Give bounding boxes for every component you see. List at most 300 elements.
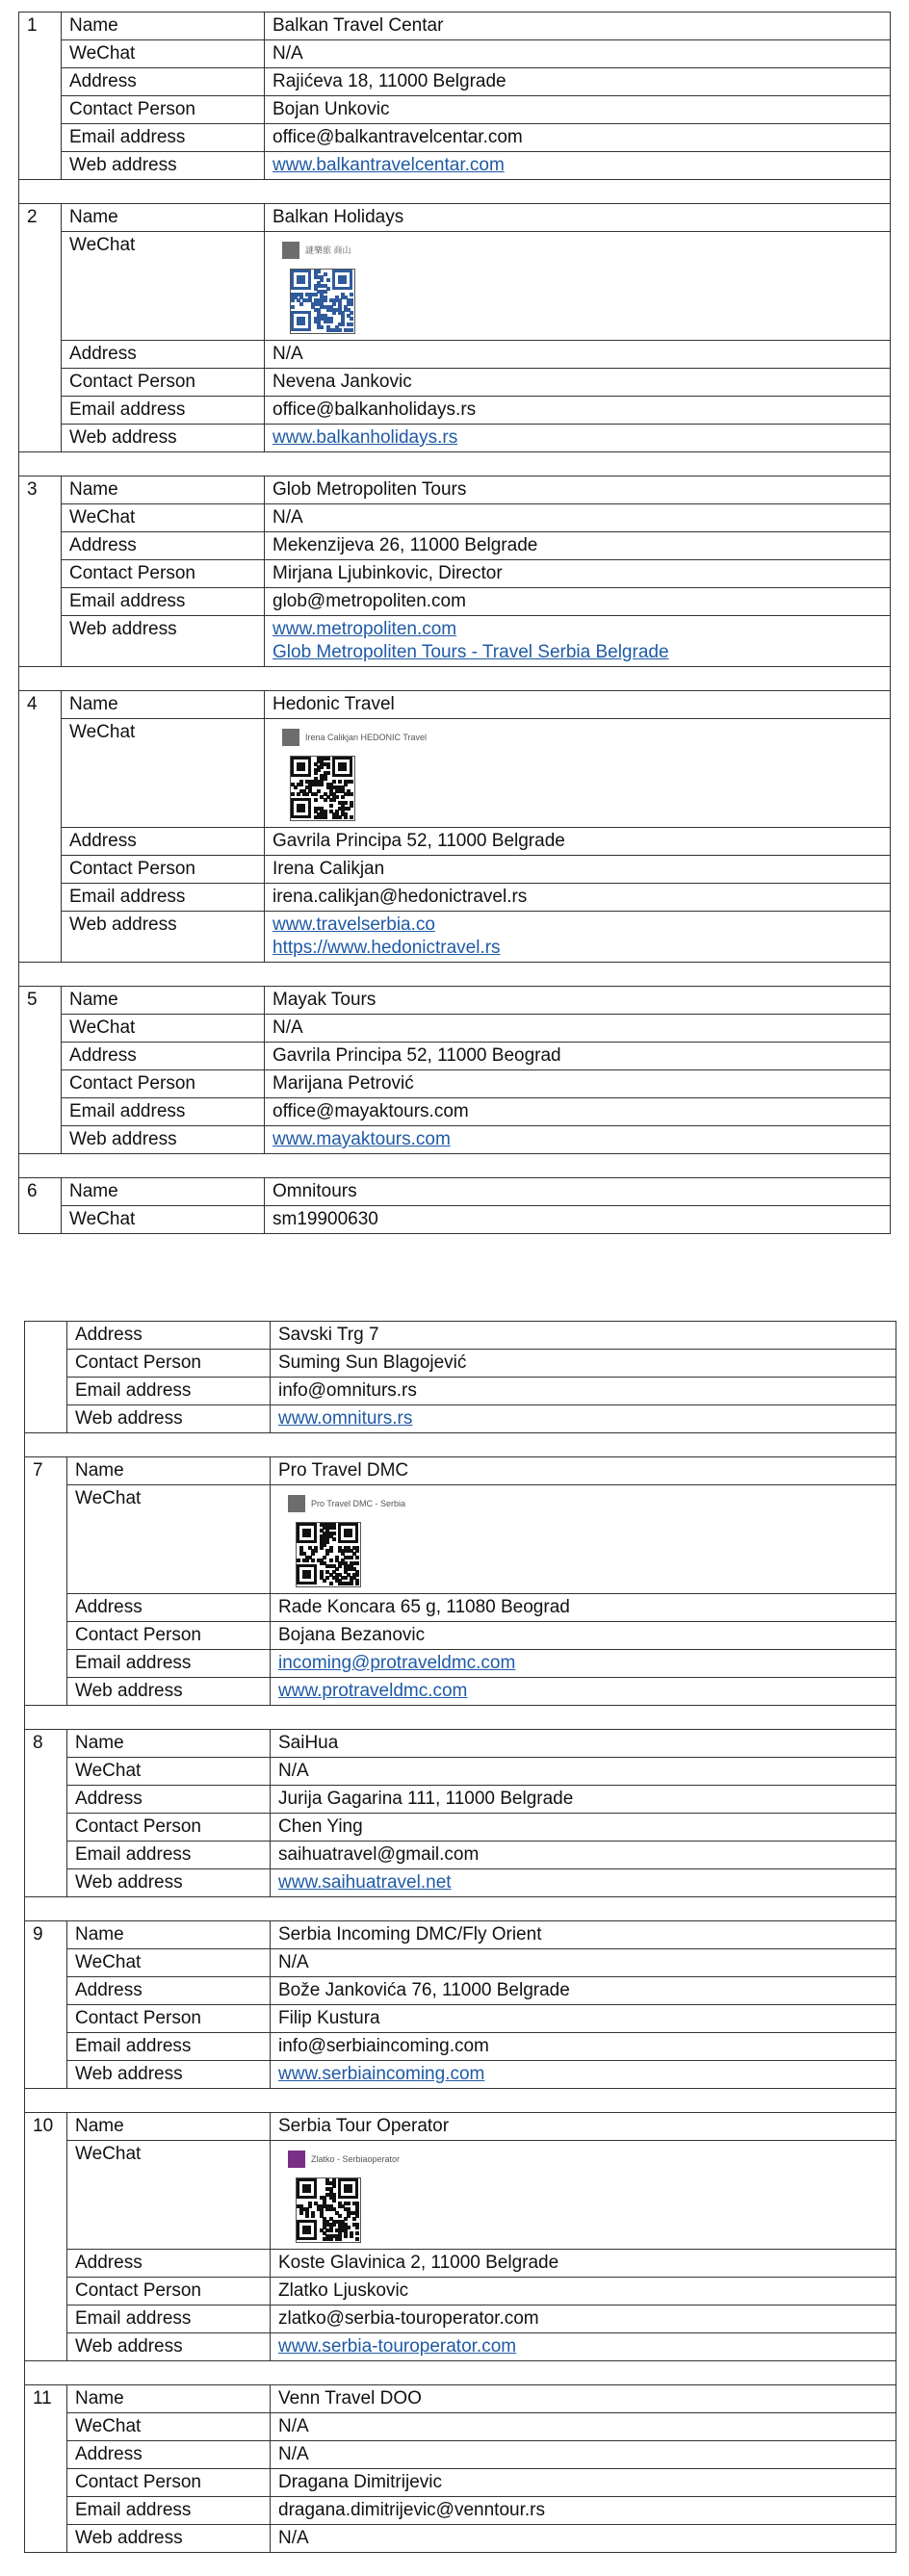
spacer-row [25,2361,896,2385]
field-label-email-address: Email address [67,2033,271,2061]
field-label-address: Address [62,532,265,560]
table-row [19,13,891,40]
field-label-email-address: Email address [67,1842,271,1869]
table-row [19,884,891,912]
field-label-web-address: Web address [67,1869,271,1897]
spacer-row [19,667,891,691]
table-row [25,1730,896,1758]
field-label-web-address: Web address [62,1126,265,1154]
table-row [19,1206,891,1234]
field-value-email-address: irena.calikjan@hedonictravel.rs [265,884,891,912]
field-value-address: Gavrila Principa 52, 11000 Beograd [265,1043,891,1070]
table-row [19,828,891,856]
qr-module [355,2226,359,2229]
field-label-wechat: WeChat [67,1485,271,1594]
table-row [25,2005,896,2033]
table-row [19,1098,891,1126]
entry-number: 3 [19,477,62,667]
field-label-web-address: Web address [67,2525,271,2553]
field-label-web-address: Web address [62,425,265,452]
spacer-row [25,1433,896,1457]
table-row [19,397,891,425]
qr-module [311,2214,315,2218]
entry-number: 11 [25,2385,67,2553]
qr-module [350,302,353,306]
field-value-wechat: N/A [265,40,891,68]
qr-module [314,771,318,775]
web-link[interactable]: www.balkantravelcentar.com [273,155,505,175]
field-value-name: Balkan Holidays [265,204,891,232]
table-row [19,504,891,532]
table-row [19,124,891,152]
table-row [25,1378,896,1405]
qr-module [314,293,318,296]
spacer-cell [19,963,891,987]
table-row [25,2113,896,2141]
qr-module [299,302,303,306]
qr-module [350,1556,353,1559]
qr-code-icon [290,756,355,821]
field-label-email-address: Email address [67,1650,271,1678]
qr-module [314,798,318,802]
field-label-contact-person: Contact Person [62,369,265,397]
field-value-contact-person: Irena Calikjan [265,856,891,884]
qr-module [350,1582,353,1585]
qr-code-icon [296,2177,361,2243]
entry-number: 1 [19,13,62,180]
entry-number: 10 [25,2113,67,2361]
field-label-name: Name [67,1730,271,1758]
qr-header [288,2151,400,2168]
web-link[interactable]: https://www.hedonictravel.rs [273,938,501,958]
table-row [19,987,891,1015]
field-value-contact-person: Filip Kustura [271,2005,896,2033]
qr-module [341,795,345,799]
table-row [25,2525,896,2553]
entry-number: 9 [25,1921,67,2089]
field-label-address: Address [67,2441,271,2469]
field-label-wechat: WeChat [62,719,265,828]
qr-module [344,2184,352,2193]
field-label-wechat: WeChat [62,1015,265,1043]
table-row [25,1842,896,1869]
field-label-name: Name [62,477,265,504]
table-row [25,1814,896,1842]
field-value-contact-person: Suming Sun Blagojević [271,1350,896,1378]
field-label-wechat: WeChat [62,232,265,341]
qr-module [324,798,327,802]
web-link[interactable]: www.omniturs.rs [278,1408,413,1429]
qr-module [352,2217,356,2221]
field-value-email-address: info@serbiaincoming.com [271,2033,896,2061]
table-row [25,2306,896,2333]
web-link[interactable]: www.mayaktours.com [273,1129,451,1149]
field-label-web-address: Web address [62,912,265,963]
qr-module [324,815,327,819]
field-value-address: Bože Jankovića 76, 11000 Belgrade [271,1977,896,2005]
qr-module [329,2228,333,2232]
web-link[interactable]: www.metropoliten.com [273,619,457,639]
qr-module [355,1556,359,1559]
field-label-address: Address [67,1977,271,2005]
table-row [19,719,891,828]
qr-module [320,783,324,786]
table-row [25,2333,896,2361]
field-value-contact-person: Chen Ying [271,1814,896,1842]
field-value-address: Jurija Gagarina 111, 11000 Belgrade [271,1786,896,1814]
table-row [19,691,891,719]
table-row [25,2250,896,2278]
field-value-web-address [271,2333,896,2361]
field-label-name: Name [62,691,265,719]
web-link[interactable]: www.protraveldmc.com [278,1681,468,1701]
field-value-contact-person: Bojana Bezanovic [271,1622,896,1650]
field-label-email-address: Email address [67,2306,271,2333]
field-value-address: Koste Glavinica 2, 11000 Belgrade [271,2250,896,2278]
field-label-contact-person: Contact Person [67,1622,271,1650]
table-row [19,588,891,616]
spacer-row [19,452,891,477]
spacer-row [25,1897,896,1921]
field-label-address: Address [67,1594,271,1622]
field-value-name: Serbia Incoming DMC/Fly Orient [271,1921,896,1949]
wechat-qr-block [273,234,882,338]
qr-module [350,780,353,784]
field-value-contact-person: Zlatko Ljuskovic [271,2278,896,2306]
field-value-web-address [271,2061,896,2089]
qr-module [344,2234,348,2238]
field-value-email-address: info@omniturs.rs [271,1378,896,1405]
entry-number: 7 [25,1457,67,1706]
qr-module [297,1558,300,1562]
qr-module [329,320,333,323]
spacer-cell [25,2089,896,2113]
web-link[interactable]: www.balkanholidays.rs [273,427,458,448]
field-label-web-address: Web address [62,616,265,667]
field-label-name: Name [62,204,265,232]
qr-module [297,275,305,284]
qr-module [311,1558,315,1562]
wechat-qr-block [278,2143,888,2247]
field-value-address: N/A [271,2441,896,2469]
field-value-wechat: N/A [265,1015,891,1043]
field-value-address: N/A [265,341,891,369]
qr-module [332,2199,336,2202]
qr-module [350,328,353,332]
field-value-email-address: zlatko@serbia-touroperator.com [271,2306,896,2333]
field-label-contact-person: Contact Person [62,560,265,588]
field-value-name: SaiHua [271,1730,896,1758]
field-label-contact-person: Contact Person [67,1814,271,1842]
table-row [19,232,891,341]
web-link[interactable]: Glob Metropoliten Tours - Travel Serbia Belgrade [273,642,669,662]
field-label-address: Address [62,68,265,96]
field-label-contact-person: Contact Person [67,2278,271,2306]
field-label-contact-person: Contact Person [67,2005,271,2033]
entry-number: 6 [19,1178,62,1234]
web-link[interactable]: www.saihuatravel.net [278,1872,452,1893]
field-label-address: Address [62,341,265,369]
field-value-web-address [271,1405,896,1433]
field-label-name: Name [62,987,265,1015]
qr-module [302,1529,311,1537]
table-row [25,1405,896,1433]
qr-module [305,1558,309,1562]
field-label-address: Address [62,1043,265,1070]
qr-module [302,2226,311,2234]
field-label-wechat: WeChat [67,2141,271,2250]
table-row [25,2061,896,2089]
field-label-contact-person: Contact Person [67,1350,271,1378]
field-value-name: Glob Metropoliten Tours [265,477,891,504]
avatar [288,1495,305,1512]
spacer-cell [19,180,891,204]
field-label-name: Name [67,1457,271,1485]
qr-module [299,2211,303,2215]
field-label-web-address: Web address [67,1678,271,1706]
qr-module [344,1576,348,1580]
qr-module [297,804,305,812]
table-row [25,1786,896,1814]
field-value-email-address: office@mayaktours.com [265,1098,891,1126]
table-row [19,1015,891,1043]
field-value-contact-person: Bojan Unkovic [265,96,891,124]
field-value-contact-person: Dragana Dimitrijevic [271,2469,896,2497]
field-label-contact-person: Contact Person [67,2469,271,2497]
field-value-email-address: glob@metropoliten.com [265,588,891,616]
field-label-address: Address [67,2250,271,2278]
table-row [19,369,891,397]
table-row [25,2385,896,2413]
field-value-address: Mekenzijeva 26, 11000 Belgrade [265,532,891,560]
qr-module [350,317,353,321]
field-value-email-address [271,1650,896,1678]
qr-caption: Pro Travel DMC - Serbia [311,1498,406,1508]
field-label-email-address: Email address [62,588,265,616]
spacer-cell [25,1433,896,1457]
field-label-name: Name [67,2113,271,2141]
web-link[interactable]: www.travelserbia.co [273,914,435,935]
table-row [19,616,891,667]
field-value-wechat [265,719,891,828]
field-label-email-address: Email address [62,1098,265,1126]
field-value-wechat: sm19900630 [265,1206,891,1234]
field-label-address: Address [67,1322,271,1350]
table-row [25,1622,896,1650]
field-value-web-address [265,425,891,452]
qr-module [350,815,353,819]
field-value-wechat: N/A [271,2413,896,2441]
table-row [19,1070,891,1098]
field-label-name: Name [67,1921,271,1949]
spacer-row [25,2089,896,2113]
field-value-address: Savski Trg 7 [271,1322,896,1350]
field-value-wechat: N/A [271,1758,896,1786]
field-label-contact-person: Contact Person [62,1070,265,1098]
field-label-email-address: Email address [67,1378,271,1405]
qr-caption: Irena Calikjan HEDONIC Travel [305,732,428,742]
field-label-address: Address [67,1786,271,1814]
qr-caption: Zlatko - Serbiaoperator [311,2153,401,2164]
field-label-wechat: WeChat [62,40,265,68]
qr-module [355,1561,359,1565]
qr-module [355,2237,359,2241]
table-row [19,912,891,963]
field-label-wechat: WeChat [67,2413,271,2441]
qr-module [326,765,330,769]
qr-module [332,1526,336,1530]
table-row [19,532,891,560]
table-row [25,1678,896,1706]
wechat-qr-block [278,1487,888,1591]
table-row [25,1949,896,1977]
avatar [282,242,299,259]
table-row [25,2469,896,2497]
table-row [19,40,891,68]
table-row [19,341,891,369]
qr-module [338,2237,342,2241]
field-value-name: Hedonic Travel [265,691,891,719]
agency-table-page-1 [18,12,891,1234]
qr-module [326,278,330,282]
field-value-wechat: N/A [265,504,891,532]
field-value-name: Mayak Tours [265,987,891,1015]
qr-module [338,815,342,819]
qr-module [291,298,295,302]
field-value-wechat [265,232,891,341]
table-row [25,1650,896,1678]
qr-module [302,2184,311,2193]
field-label-wechat: WeChat [62,504,265,532]
table-row [19,560,891,588]
qr-module [338,2214,342,2218]
qr-module [326,757,330,760]
qr-module [344,815,348,819]
field-label-web-address: Web address [67,2333,271,2361]
qr-module [332,1537,336,1541]
qr-module [332,311,336,315]
web-link[interactable]: www.serbiaincoming.com [278,2064,485,2084]
table-row [25,1457,896,1485]
qr-module [338,328,342,332]
qr-module [350,2234,353,2238]
qr-module [291,792,295,796]
table-row [25,1594,896,1622]
spacer-cell [19,1154,891,1178]
field-label-email-address: Email address [62,124,265,152]
entry-number: 4 [19,691,62,963]
qr-module [329,1558,333,1562]
qr-module [329,804,333,808]
field-label-email-address: Email address [62,397,265,425]
field-label-contact-person: Contact Person [62,96,265,124]
spacer-cell [19,667,891,691]
qr-module [350,293,353,296]
entry-number [25,1322,67,1433]
field-value-web-address [271,1678,896,1706]
agency-table-page-2 [24,1321,896,2553]
qr-module [338,762,347,771]
field-label-web-address: Web address [62,152,265,180]
table-row [25,1921,896,1949]
table-row [25,1758,896,1786]
table-row [25,2413,896,2441]
qr-module [297,792,300,796]
avatar [288,2151,305,2168]
field-value-name: Balkan Travel Centar [265,13,891,40]
spacer-cell [25,1897,896,1921]
qr-header [282,729,427,746]
table-row [25,1869,896,1897]
field-value-address: Rade Koncara 65 g, 11080 Beograd [271,1594,896,1622]
field-value-name: Omnitours [265,1178,891,1206]
table-row [25,2141,896,2250]
field-value-email-address: saihuatravel@gmail.com [271,1842,896,1869]
field-value-web-address [265,1126,891,1154]
field-value-contact-person: Nevena Jankovic [265,369,891,397]
qr-module [291,305,295,309]
qr-module [355,1582,359,1585]
table-row [25,2441,896,2469]
field-value-name: Serbia Tour Operator [271,2113,896,2141]
qr-module [297,317,305,325]
qr-module [350,322,353,326]
qr-module [338,275,347,284]
qr-caption: 謎樂旅 商山 [305,245,351,255]
field-label-name: Name [62,1178,265,1206]
field-label-wechat: WeChat [62,1206,265,1234]
field-value-contact-person: Marijana Petrović [265,1070,891,1098]
table-row [25,1977,896,2005]
field-value-web-address [265,912,891,963]
qr-module [305,792,309,796]
table-row [19,204,891,232]
field-value-email-address: office@balkanholidays.rs [265,397,891,425]
field-label-name: Name [62,13,265,40]
entry-number: 8 [25,1730,67,1897]
qr-module [294,786,298,789]
web-link[interactable]: www.serbia-touroperator.com [278,2336,517,2357]
field-label-web-address: Web address [67,2061,271,2089]
field-value-name: Pro Travel DMC [271,1457,896,1485]
field-value-address: Gavrila Principa 52, 11000 Belgrade [265,828,891,856]
field-value-wechat: N/A [271,1949,896,1977]
table-row [19,856,891,884]
avatar [282,729,299,746]
spacer-row [19,1154,891,1178]
field-value-contact-person: Mirjana Ljubinkovic, Director [265,560,891,588]
field-label-wechat: WeChat [67,1758,271,1786]
field-label-contact-person: Contact Person [62,856,265,884]
qr-module [323,1579,326,1583]
field-label-email-address: Email address [62,884,265,912]
email-link[interactable]: incoming@protraveldmc.com [278,1653,516,1673]
qr-module [338,780,342,784]
qr-module [329,1582,333,1585]
field-label-name: Name [67,2385,271,2413]
table-row [25,2278,896,2306]
qr-module [347,2202,351,2205]
table-row [25,1322,896,1350]
table-row [19,1126,891,1154]
table-row [19,152,891,180]
qr-module [355,2231,359,2235]
field-value-email-address: office@balkantravelcentar.com [265,124,891,152]
qr-module [341,322,345,326]
qr-module [344,1529,352,1537]
table-row [19,96,891,124]
field-value-email-address: dragana.dimitrijevic@venntour.rs [271,2497,896,2525]
